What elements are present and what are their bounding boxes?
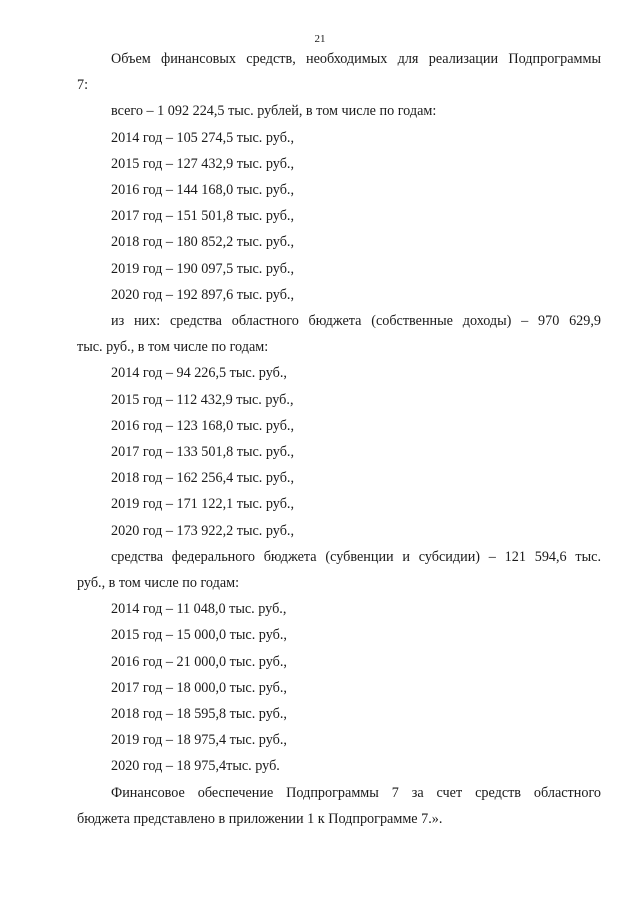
total-year-2020: 2020 год – 192 897,6 тыс. руб., (111, 286, 295, 303)
regional-year-2015: 2015 год – 112 432,9 тыс. руб., (111, 391, 294, 408)
total-year-2015: 2015 год – 127 432,9 тыс. руб., (111, 155, 295, 172)
regional-line-1: из них: средства областного бюджета (собственные доходы) – 970 629,9 (111, 313, 601, 330)
total-year-2019: 2019 год – 190 097,5 тыс. руб., (111, 260, 295, 277)
regional-year-2019: 2019 год – 171 122,1 тыс. руб., (111, 496, 295, 513)
regional-line-2: тыс. руб., в том числе по годам: (77, 339, 269, 356)
federal-year-2019: 2019 год – 18 975,4 тыс. руб., (111, 732, 287, 749)
total-year-2016: 2016 год – 144 168,0 тыс. руб., (111, 182, 295, 199)
regional-year-2018: 2018 год – 162 256,4 тыс. руб., (111, 470, 295, 487)
federal-year-2017: 2017 год – 18 000,0 тыс. руб., (111, 679, 287, 696)
regional-year-2020: 2020 год – 173 922,2 тыс. руб., (111, 522, 295, 539)
regional-year-2016: 2016 год – 123 168,0 тыс. руб., (111, 417, 295, 434)
page-number: 21 (314, 33, 326, 45)
document-body (77, 46, 601, 832)
regional-year-2017: 2017 год – 133 501,8 тыс. руб., (111, 444, 295, 461)
closing-line-1: Финансовое обеспечение Подпрограммы 7 за счет средств областного (111, 784, 601, 801)
intro-line-2: 7: (77, 77, 89, 94)
federal-year-2016: 2016 год – 21 000,0 тыс. руб., (111, 653, 287, 670)
federal-line-2: руб., в том числе по годам: (77, 575, 240, 592)
regional-year-2014: 2014 год – 94 226,5 тыс. руб., (111, 365, 287, 382)
federal-year-2018: 2018 год – 18 595,8 тыс. руб., (111, 706, 287, 723)
intro-line-1: Объем финансовых средств, необходимых для реализации Подпрограммы (111, 51, 601, 67)
federal-year-2020: 2020 год – 18 975,4тыс. руб. (111, 758, 280, 775)
total-year-2017: 2017 год – 151 501,8 тыс. руб., (111, 208, 295, 225)
total-year-2014: 2014 год – 105 274,5 тыс. руб., (111, 129, 295, 146)
total-year-2018: 2018 год – 180 852,2 тыс. руб., (111, 234, 295, 251)
federal-year-2014: 2014 год – 11 048,0 тыс. руб., (111, 601, 287, 618)
closing-line-2: бюджета представлено в приложении 1 к Подпрограмме 7.». (77, 810, 443, 827)
federal-year-2015: 2015 год – 15 000,0 тыс. руб., (111, 627, 287, 644)
federal-line-1: средства федерального бюджета (субвенции и субсидии) – 121 594,6 тыс. (111, 548, 601, 565)
total-line: всего – 1 092 224,5 тыс. рублей, в том числе по годам: (111, 103, 437, 120)
